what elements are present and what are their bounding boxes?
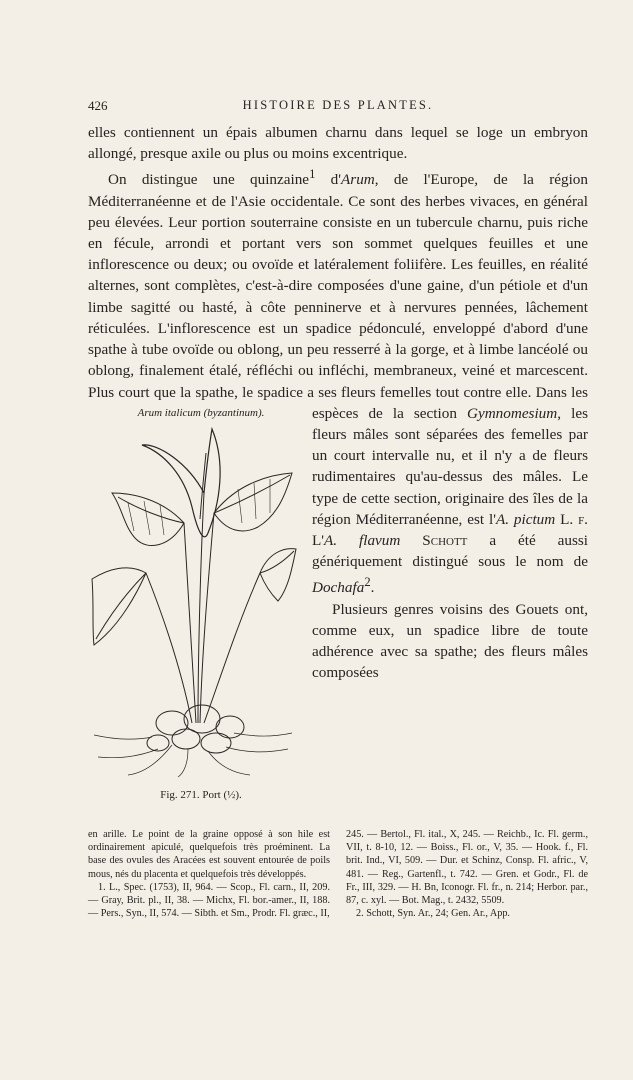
footnotes-left-column [88, 828, 330, 920]
genus-arum: Arum [341, 171, 375, 189]
running-head [88, 98, 588, 114]
author-schott: Schott [422, 531, 468, 549]
running-title: HISTOIRE DES PLANTES. [242, 98, 434, 112]
footnote-2: 2. Schott, Syn. Ar., 24; Gen. Ar., App. [356, 908, 510, 920]
p2-text-f: a été aussi génériquement distingué sous le nom de [312, 531, 588, 571]
arum-plant-illustration [88, 423, 298, 778]
paragraph-3: Plusieurs genres voisins des Gouets ont, comme eux, un spadice libre de toute adhérence avec sa spathe; des fleurs mâles composées [312, 600, 588, 682]
p2-text-a: On distingue une quinzaine [108, 171, 310, 189]
p2-text-g: . [370, 579, 375, 597]
footnote-1: 1. L., Spec. (1753), II, 964. — Scop., Fl. carn., II, 209. — Gray, Brit. pl., II, 38. — Michx, Fl. bor.-amer., II, 188. — Pers., Syn., II, 574. — Sibth. et Sm., Prodr. Fl. græc., II, [88, 881, 330, 920]
p2-text-c: , de l'Europe, de la région Méditerranéenne et de l'Asie occidentale. Ce sont des herbes vivaces, en général peu élevées. Leur portion souterraine consiste en un tubercule charnu, puis riche en fécule, arrondi et portant vers son sommet quelques feuilles et une inflorescence ou deux; ou ovoïde et latéralement foliifère. Les feuilles, en réalité alternes, sont complètes, c'est-à-dire composées d'une gaine, d'un pétiole et d'un limbe sagitté ou hasté, à côte penninerve et à nervures pennées, lâchement réticulées. L'inflorescence est un spadice pédonculé, enveloppé d'abord d'une spathe à tube ovoïde ou oblong, un peu resserré à la gorge, et à limbe lancéolé ou oblong, finalement étalé, réfléchi ou infléchi, membraneux, veiné et marcescent. Plus court que la spathe, le spadice a ses fleurs femelles tout contre elle. Dans les espèces de la section [88, 171, 588, 422]
figure-arum-italicum [86, 403, 306, 815]
species-a-pictum: A. pictum [495, 510, 556, 528]
body-text [88, 122, 588, 815]
footnote-ref-2[interactable]: 2 [364, 575, 371, 590]
figure-title: Arum italicum (byzantinum). [137, 406, 265, 419]
p2-text-d: , les fleurs mâles sont séparées des femelles par un court intervalle nu, et il n'y a de fleurs rudimentaires qu'au-dessus des mâles. Le type de cette section, originaire des îles de la région Méditerranéenne, est l' [312, 404, 588, 528]
species-a-flavum: A. flavum [324, 531, 401, 549]
footnote-1-continued: 245. — Bertol., Fl. ital., X, 245. — Reichb., Ic. Fl. germ., VII, t. 8-10, 12. — Boiss., Fl. or., V, 35. — Hook. f., Fl. brit. Ind., VI, 509. — Dur. et Schinz, Consp. Fl. afric., V, 481. — Reg., Gartenfl., t. 742. — Gren. et Godr., Fl. de Fr., III, 329. — H. Bn, Iconogr. Fl. fr., n. 214; Herbor. par., 87, c. xyl. — Bot. Mag., t. 2432, 5509. [346, 829, 588, 907]
footnotes-right-column [346, 828, 588, 920]
genus-dochafa: Dochafa [312, 579, 365, 597]
figure-caption: Fig. 271. Port (½). [160, 788, 242, 801]
p2-text-b: d' [315, 171, 342, 189]
section-gymnomesium: Gymnomesium [466, 404, 558, 422]
p2-text-e: L. f. L' [312, 510, 588, 549]
footnote-continuation: en arille. Le point de la graine opposé à son hile est ordinairement apiculé, quelquefois très proéminent. La base des ovules des Aracées est souvent entourée de poils mous, nés du placenta et quelquefois très développés. [88, 829, 330, 880]
footnote-ref-1[interactable]: 1 [309, 167, 316, 182]
page-number: 426 [88, 98, 108, 113]
paragraph-1: elles contiennent un épais albumen charnu dans lequel se loge un embryon allongé, presque axile ou plus ou moins excentrique. [88, 124, 588, 163]
